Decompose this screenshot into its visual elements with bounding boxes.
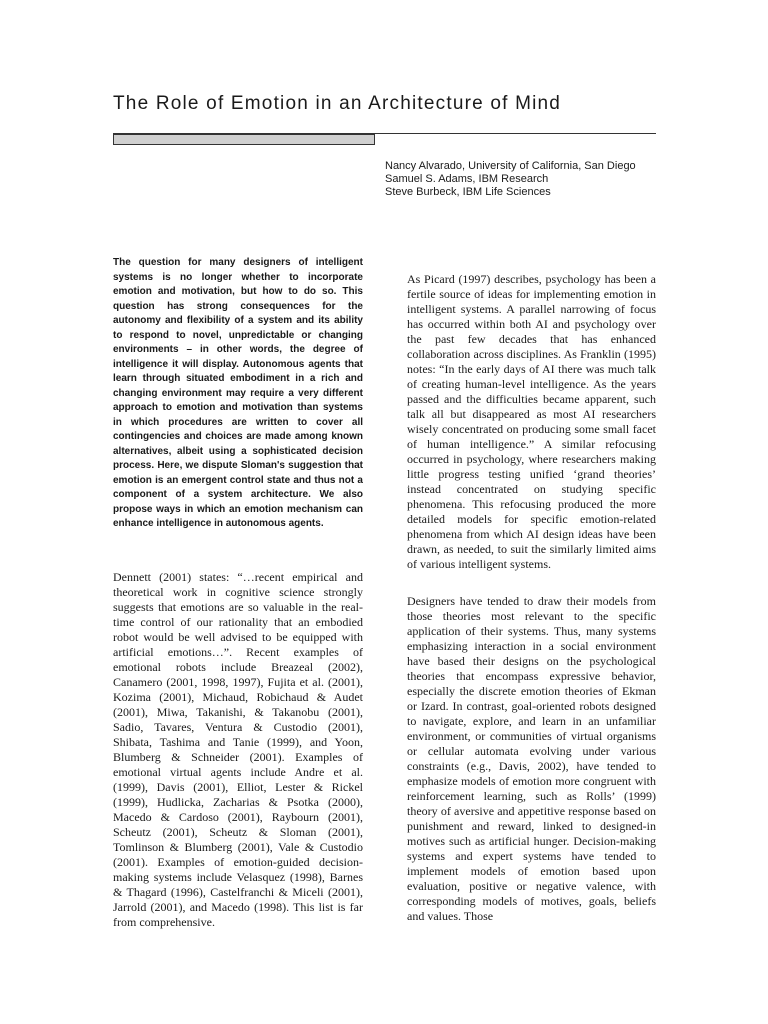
abstract: The question for many designers of intelligent systems is no longer whether to incorporate emotion and motivation, but how to do so. This question has strong consequences for the autonomy and flexibility of a system and its ability to respond to novel, unpredictable or changing environments – in other words, the degree of intelligence it will display. Autonomous agents that learn through situated embodiment in a rich and changing environment may require a very different approach to emotion and motivation than systems in which procedures are written to cover all contingencies and choices are made among known alternatives, albeit using a sophisticated decision process. Here, we dispute Sloman's suggestion that emotion is an emergent control state and thus not a component of a system architecture. We also propose ways in which an emotion mechanism can enhance intelligence in autonomous agents. <box>113 257 363 529</box>
body-paragraph-right-1: As Picard (1997) describes, psychology has been a fertile source of ideas for implementing emotion in intelligent systems. A parallel narrowing of focus has occurred within both AI and psychology over the past few decades that has enhanced collaboration across disciplines. As Franklin (1995) notes: “In the early days of AI there was much talk of creating human-level intelligence. As the years passed and the difficulties became apparent, such talk all but disappeared as most AI researchers wisely concentrated on producing some small facet of human intelligence.” A similar refocusing occurred in psychology, where researchers making little progress testing unified ‘grand theories’ instead concentrated on studying specific phenomena. This refocusing produced the more detailed models for specific emotion-related phenomena from which AI design ideas have been drawn, as needed, to suit the similarly limited aims of various intelligent systems. <box>407 272 656 571</box>
author-line: Samuel S. Adams, IBM Research <box>385 173 549 185</box>
author-line: Nancy Alvarado, University of California, San Diego <box>385 160 636 172</box>
body-paragraph-left: Dennett (2001) states: “…recent empirical and theoretical work in cognitive science strongly suggests that emotions are so valuable in the real-time control of our rationality that an embodied robot would be well advised to be equipped with artificial emotions…”. Recent examples of emotional robots include Breazeal (2002), Canamero (2001, 1998, 1997), Fujita et al. (2001), Kozima (2001), Michaud, Robichaud & Audet (2001), Miwa, Takanishi, & Takanobu (2001), Sadio, Tavares, Ventura & Custodio (2001), Shibata, Tashima and Tanie (1999), and Yoon, Blumberg & Schneider (2001). Examples of emotional virtual agents include Andre et al. (1999), Davis (2001), Elliot, Lester & Rickel (1999), Hudlicka, Zacharias & Psotka (2000), Macedo & Cardoso (2001), Raybourn (2001), Scheutz (2001), Scheutz & Sloman (2001), Tomlinson & Blumberg (2001), Vale & Custodio (2001). Examples of emotion-guided decision-making systems include Velasquez (1998), Barnes & Thagard (1996), Castelfranchi & Miceli (2001), Jarrold (2001), and Macedo (1998). This list is far from comprehensive. <box>113 570 363 929</box>
author-list <box>385 160 675 199</box>
title-rule-box <box>113 134 375 145</box>
right-column <box>407 272 656 924</box>
author-line: Steve Burbeck, IBM Life Sciences <box>385 186 551 198</box>
body-paragraph-right-2: Designers have tended to draw their models from those theories most relevant to the specific application of their systems. Thus, many systems emphasizing interaction in a social environment have based their designs on the psychological theories that encompass expressive behavior, especially the discrete emotion theories of Ekman or Izard. In contrast, goal-oriented robots designed to navigate, explore, and learn in an unfamiliar environment, or communities of virtual organisms or cellular automata evolving under various constraints (e.g., Davis, 2002), have tended to emphasize models of emotion more congruent with reinforcement learning, such as Rolls’ (1999) theory of aversive and appetitive response based on punishment and reward, linked to designed-in motives such as artificial hunger. Decision-making systems and expert systems have tended to implement models of emotion based upon evaluation, positive or negative valence, with corresponding models of motives, goals, beliefs and values. Those <box>407 594 656 923</box>
paper-title: The Role of Emotion in an Architecture of Mind <box>113 93 562 114</box>
